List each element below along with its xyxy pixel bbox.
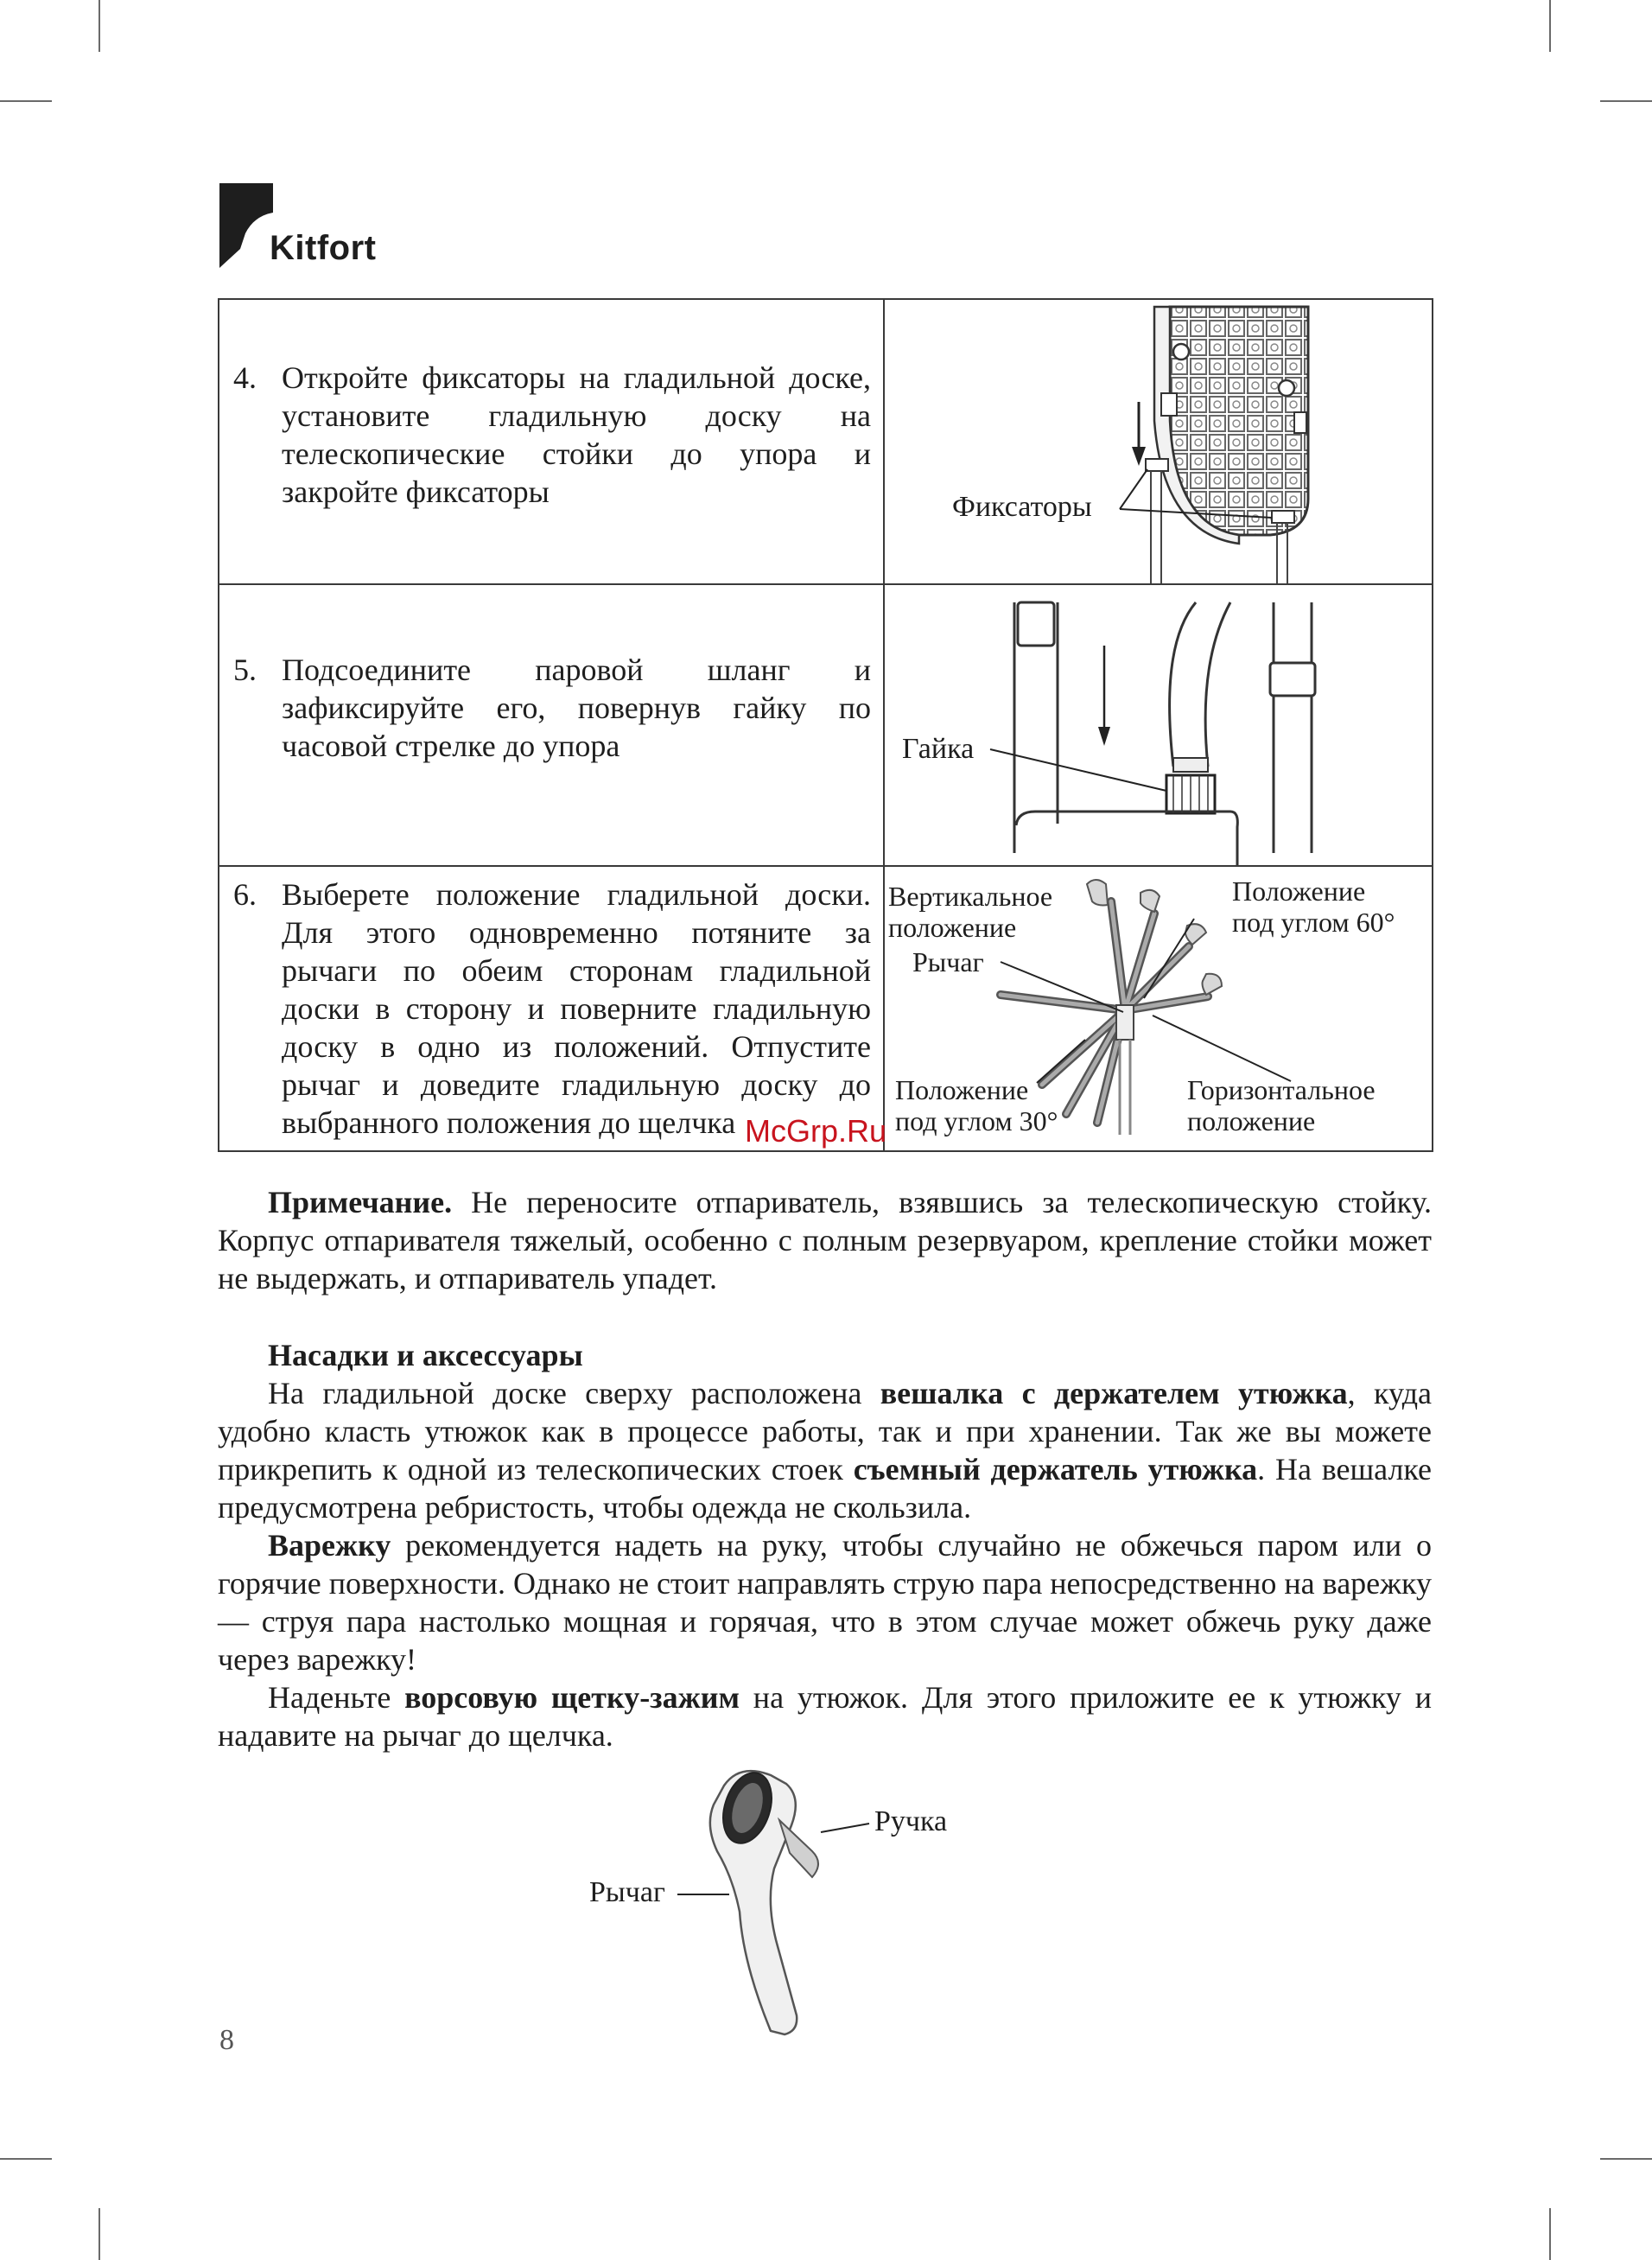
- label-line: Положение: [1232, 875, 1366, 907]
- paragraph-text: На гладильной доске сверху расположена: [268, 1376, 880, 1410]
- vertical-position-label: [888, 881, 1052, 943]
- step-figure-cell: [884, 584, 1433, 866]
- lever-label: Рычаг: [912, 946, 984, 977]
- angle-60-label: [1232, 875, 1395, 938]
- latches-label: Фиксаторы: [952, 491, 1092, 523]
- nut-label: Гайка: [902, 733, 975, 765]
- paragraph-text: Наденьте: [268, 1680, 405, 1715]
- step-text-cell: [219, 866, 887, 1151]
- step-text: Откройте фиксаторы на гладильной доске, установите гладильную доску на телескопические стойки до упора и закройте фиксаторы: [282, 360, 871, 509]
- step-number: 6.: [233, 877, 257, 912]
- step-number: 5.: [233, 653, 257, 687]
- crop-mark: [1600, 2158, 1652, 2160]
- step-item: [219, 875, 883, 1142]
- paragraph-text: . На вешалке предусмотрена ребристость, чтобы одежда не скользила.: [218, 1452, 1433, 1525]
- paragraph-text: на утюжок. Для этого приложите ее к утюжку и надавите на рычаг до щелчка.: [218, 1680, 1432, 1753]
- crop-mark: [98, 0, 100, 52]
- label-line: положение: [1187, 1105, 1316, 1136]
- lever-label: Рычаг: [589, 1876, 665, 1908]
- note-paragraph: [218, 1183, 1432, 1297]
- crop-mark: [1600, 100, 1652, 102]
- step-figure-cell: [884, 866, 1433, 1151]
- crop-mark: [0, 2158, 52, 2160]
- handle-label: Ручка: [874, 1805, 948, 1837]
- table-row: [219, 299, 1433, 584]
- crop-mark: [98, 2208, 100, 2260]
- brush-clip-figure: [570, 1756, 985, 2050]
- bold-term: съемный держатель утюжка: [853, 1452, 1258, 1487]
- bold-term: Варежку: [268, 1528, 391, 1563]
- step-text-cell: [219, 584, 884, 866]
- step-item: [219, 651, 883, 765]
- accessories-paragraph: [218, 1374, 1432, 1526]
- bold-term: вешалка с держателем утюжка: [880, 1376, 1348, 1410]
- steps-table: [218, 298, 1433, 1152]
- label-line: Горизонтальное: [1187, 1074, 1376, 1105]
- steam-hose-nut-illustration: [885, 585, 1432, 865]
- brand-name: Kitfort: [270, 229, 377, 267]
- mitten-paragraph: [218, 1526, 1432, 1678]
- section-title: Насадки и аксессуары: [268, 1338, 583, 1372]
- label-line: положение: [888, 912, 1017, 943]
- step-text: Выберете положение гладильной доски. Для этого одновременно потяните за рычаги по обеим сторонам гладильной доски в сторону и поверните гладильную доску в одно из положений. Отпустите рычаг и доведите гладильную доску до выбранного положения до щелчка: [282, 877, 871, 1140]
- label-line: Положение: [895, 1074, 1029, 1105]
- label-line: Вертикальное: [888, 881, 1053, 912]
- crop-mark: [1549, 0, 1551, 52]
- paragraph-text: , куда удобно класть утюжок как в процессе работы, так и при хранении. Так же вы можете прикрепить к одной из телескопических стоек: [218, 1376, 1433, 1487]
- table-row: [219, 866, 1433, 1151]
- crop-mark: [1549, 2208, 1551, 2260]
- ironing-board-lock-illustration: [885, 300, 1432, 583]
- horizontal-position-label: [1187, 1074, 1376, 1136]
- brush-paragraph: [218, 1678, 1432, 1754]
- watermark: McGrp.Ru: [745, 1113, 887, 1149]
- page-number: 8: [219, 2024, 234, 2056]
- step-figure-cell: [884, 299, 1433, 584]
- label-line: под углом 30°: [895, 1105, 1058, 1136]
- step-number: 4.: [233, 360, 257, 395]
- paragraph-text: рекомендуется надеть на руку, чтобы случайно не обжечься паром или о горячие поверхности. Однако не стоит направлять струю пара непосредственно на варежку — струя пара настолько мощная и горячая, что в этом случае может обжечь руку даже через варежку!: [218, 1528, 1432, 1677]
- note-label: Примечание.: [268, 1185, 453, 1219]
- table-row: [219, 584, 1433, 866]
- kitfort-logo-icon: [216, 183, 276, 270]
- crop-mark: [0, 100, 52, 102]
- kitfort-logo: [216, 183, 389, 278]
- step-text: Подсоедините паровой шланг и зафиксируйте его, повернув гайку по часовой стрелке до упора: [282, 653, 871, 763]
- angle-30-label: [895, 1074, 1058, 1136]
- step-item: [219, 359, 883, 511]
- step-text-cell: [219, 299, 884, 584]
- label-line: под углом 60°: [1232, 907, 1395, 938]
- note-text: Не переносите отпариватель, взявшись за телескопическую стойку. Корпус отпаривателя тяжелый, особенно с полным резервуаром, крепление стойки может не выдержать, и отпариватель упадет.: [218, 1185, 1432, 1296]
- bold-term: ворсовую щетку-зажим: [404, 1680, 740, 1715]
